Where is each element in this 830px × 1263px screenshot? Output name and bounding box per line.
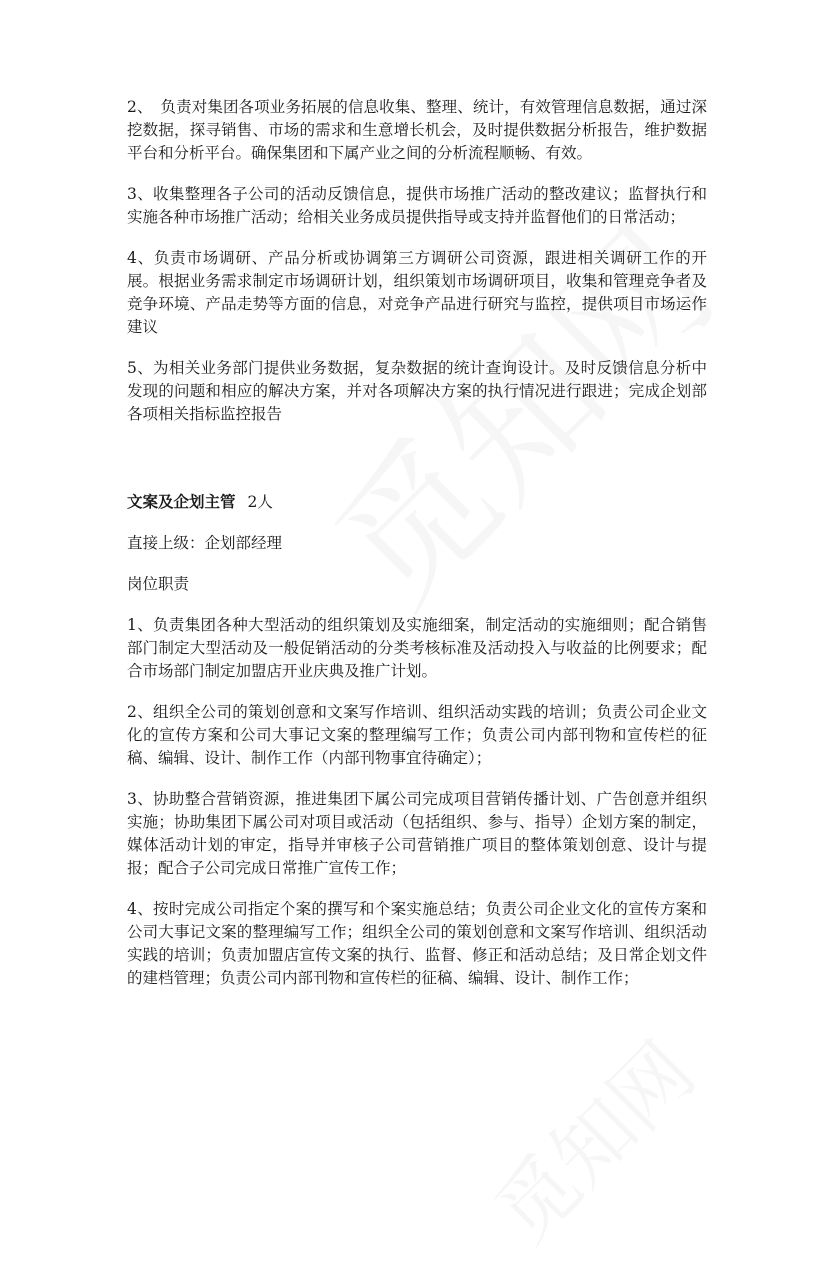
duty-item-1: 1、负责集团各种大型活动的组织策划及实施细案，制定活动的实施细则；配合销售部门制定大型活动及一般促销活动的分类考核标准及活动投入与收益的比例要求；配合市场部门制定加盟店开业庆典及推广计划。 bbox=[127, 616, 707, 680]
paragraph-data-analysis: 2、 负责对集团各项业务拓展的信息收集、整理、统计，有效管理信息数据，通过深挖数据，探寻销售、市场的需求和生意增长机会，及时提供数据分析报告，维护数据平台和分析平台。确保集团和下属产业之间的分析流程顺畅、有效。 bbox=[127, 98, 707, 162]
watermark-bottom bbox=[464, 1012, 715, 1263]
duty-item-3: 3、协助整合营销资源，推进集团下属公司完成项目营销传播计划、广告创意并组织实施；协助集团下属公司对项目或活动（包括组织、参与、指导）企划方案的制定，媒体活动计划的审定，指导并审核子公司营销推广项目的整体策划创意、设计与提报；配合子公司完成日常推广宣传工作； bbox=[127, 790, 707, 877]
section-spacer bbox=[127, 444, 707, 490]
duty-item-2: 2、组织全公司的策划创意和文案写作培训、组织活动实践的培训；负责公司企业文化的宣传方案和公司大事记文案的整理编写工作；负责公司内部刊物和宣传栏的征稿、编辑、设计、制作工作（内部刊物事宜待确定）； bbox=[127, 703, 707, 767]
document-body bbox=[127, 96, 707, 1008]
position-title: 文案及企划主管 bbox=[127, 492, 236, 511]
headcount: 2人 bbox=[247, 493, 273, 511]
paragraph-activity-feedback: 3、收集整理各子公司的活动反馈信息，提供市场推广活动的整改建议；监督执行和实施各种市场推广活动；给相关业务成员提供指导或支持并监督他们的日常活动； bbox=[127, 185, 707, 226]
duties-label: 岗位职责 bbox=[127, 575, 190, 593]
superior-line: 直接上级：企划部经理 bbox=[127, 534, 283, 552]
section-heading bbox=[127, 490, 707, 514]
paragraph-market-research: 4、负责市场调研、产品分析或协调第三方调研公司资源，跟进相关调研工作的开展。根据业务需求制定市场调研计划，组织策划市场调研项目，收集和管理竞争者及竞争环境、产品走势等方面的信息，对竞争产品进行研究与监控，提供项目市场运作建议 bbox=[127, 249, 707, 336]
duty-item-4: 4、按时完成公司指定个案的撰写和个案实施总结；负责公司企业文化的宣传方案和公司大事记文案的整理编写工作；组织全公司的策划创意和文案写作培训、组织活动实践的培训；负责加盟店宣传文案的执行、监督、修正和活动总结；及日常企划文件的建档管理；负责公司内部刊物和宣传栏的征稿、编辑、设计、制作工作； bbox=[127, 900, 707, 987]
paragraph-business-data: 5、为相关业务部门提供业务数据，复杂数据的统计查询设计。及时反馈信息分析中发现的问题和相应的解决方案，并对各项解决方案的执行情况进行跟进；完成企划部各项相关指标监控报告 bbox=[127, 359, 707, 423]
